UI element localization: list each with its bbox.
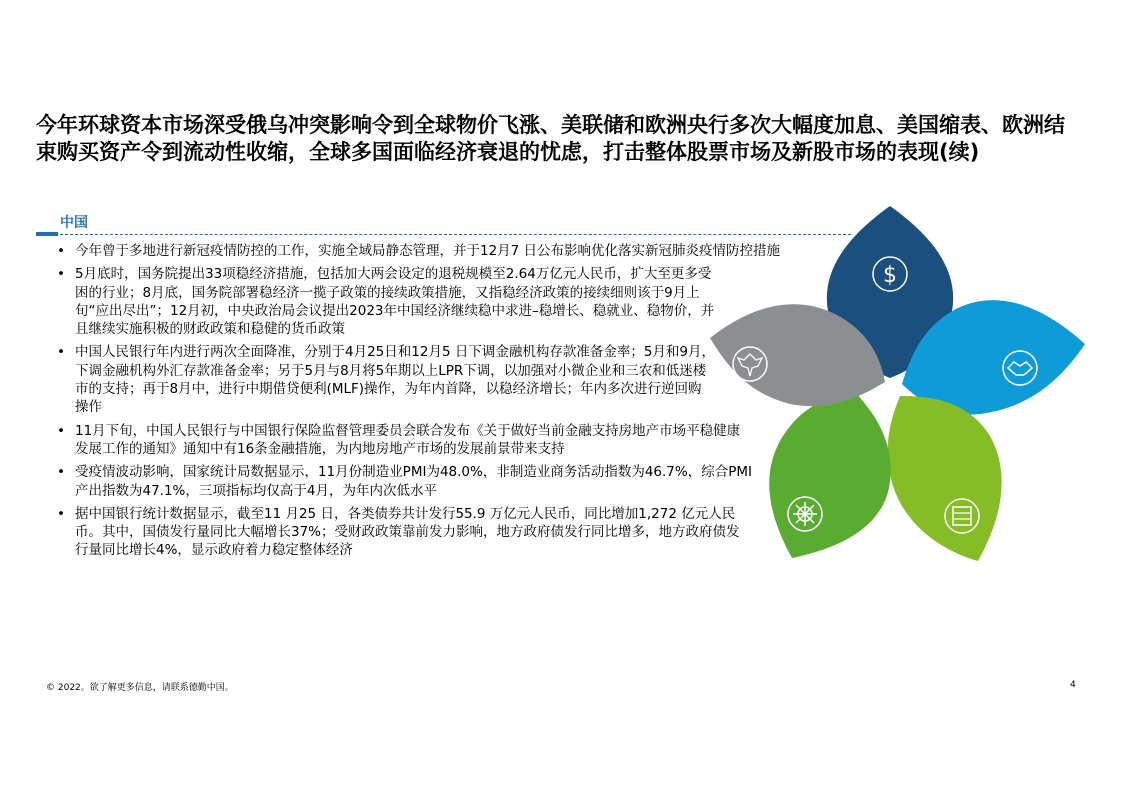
page-number: 4 [1070, 680, 1076, 690]
bullet-item: • 11月下旬，中国人民银行与中国银行保险监督管理委员会联合发布《关于做好当前金融支持房地产市场平稳健康发展工作的通知》通知中有16条金融措施，为内地房地产市场的发展前景带来支持 [55, 422, 745, 459]
bullet-item: • 受疫情波动影响，国家统计局数据显示，11月份制造业PMI为48.0%，非制造业商务活动指数为46.7%，综合PMI产出指数为47.1%，三项指标均仅高于4月，为年内次低水平 [55, 463, 755, 500]
page-title: 今年环球资本市场深受俄乌冲突影响令到全球物价飞涨、美联储和欧洲央行多次大幅度加息、美国缩表、欧洲结束购买资产令到流动性收缩，全球多国面临经济衰退的忧虑，打击整体股票市场及新股市场的表现(续) [36, 113, 1065, 164]
section-label: 中国 [60, 215, 88, 231]
section-accent-bar [36, 232, 58, 236]
svg-text:$: $ [883, 263, 897, 288]
petal-bottom-right [888, 396, 1002, 561]
ship-wheel-icon [788, 497, 822, 531]
flower-graphic [710, 196, 1100, 576]
bullet-item: • 中国人民银行年内进行两次全面降准，分别于4月25日和12月5 日下调金融机构存款准备金率；5月和9月，下调金融机构外汇存款准备金率；另于5月与8月将5年期以上LPR下调，以加强对小微企业和三农和低迷楼市的支持；再于8月中，进行中期借贷便利(MLF)操作，为年内首降，以稳经济增长；年内多次进行逆回购操作 [55, 343, 715, 416]
petal-bottom-left [769, 392, 890, 558]
bullet-item: • 据中国银行统计数据显示，截至11 月25 日，各类债券共计发行55.9 万亿元人民币，同比增加1,272 亿元人民币。其中，国债发行量同比大幅增长37%；受财政政策靠前发力影响，地方政府债发行同比增多，地方政府债发行量同比增长4%，显示政府着力稳定整体经济 [55, 505, 745, 560]
bullet-item: • 今年曾于多地进行新冠疫情防控的工作，实施全域局静态管理，并于12月7 日公布影响优化落实新冠肺炎疫情防控措施 [55, 242, 825, 260]
footer-copyright: © 2022。欲了解更多信息，请联系德勤中国。 [46, 683, 234, 693]
bullet-list [55, 242, 781, 565]
bullet-item: • 5月底时，国务院提出33项稳经济措施，包括加大两会设定的退税规模至2.64万亿元人民币，扩大至更多受困的行业；8月底，国务院部署稳经济一揽子政策的接续政策措施，又指稳经济政策的接续细则该于9月上旬“应出尽出”；12月初，中央政治局会议提出2023年中国经济继续稳中求进–稳增长、稳就业、稳物价，并且继续实施积极的财政政策和稳健的货币政策 [55, 265, 715, 338]
